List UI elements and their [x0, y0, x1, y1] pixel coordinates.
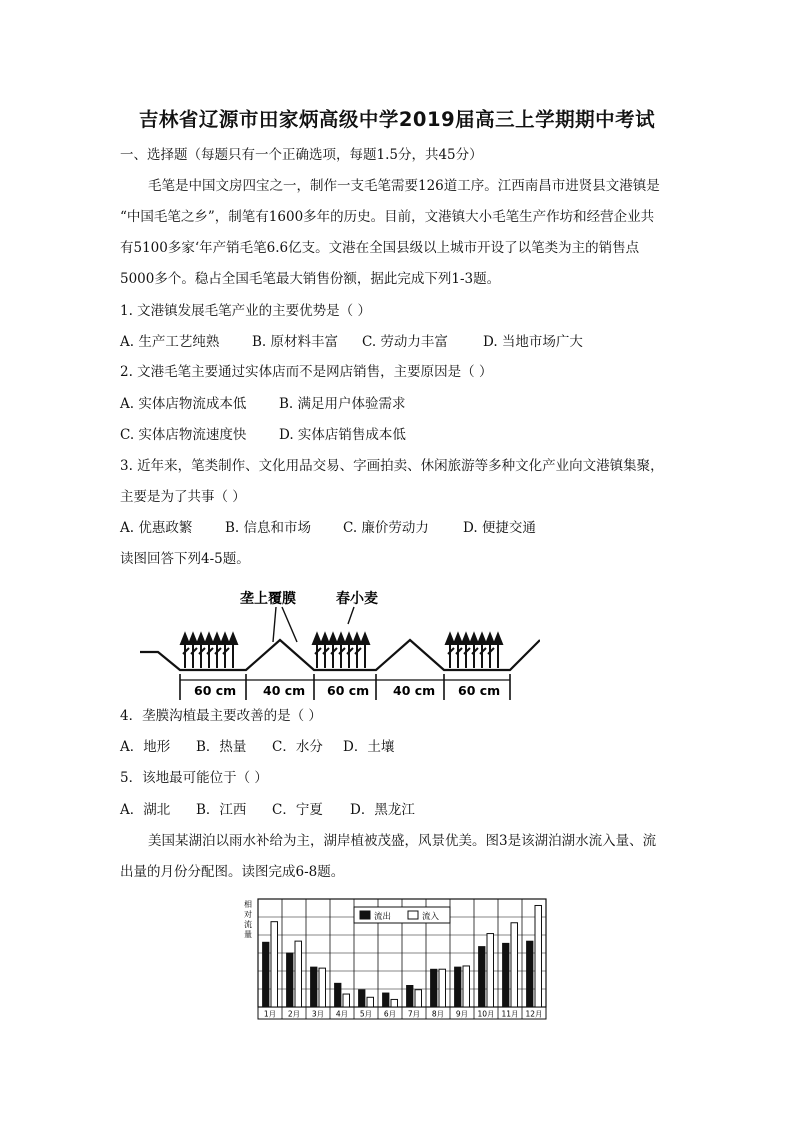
option-a: A．湖北 [120, 802, 171, 818]
width-label: 60 cm [194, 683, 237, 698]
bar-inflow [367, 997, 374, 1007]
option-c: C. 实体店物流速度快 [120, 427, 247, 443]
legend-swatch-inflow [408, 911, 418, 919]
width-label: 40 cm [263, 683, 306, 698]
question-stem: 2. 文港毛笔主要通过实体店而不是网店销售，主要原因是（ ） [120, 364, 493, 380]
y-axis-label-char: 相 [244, 900, 252, 909]
wheat-group-2 [313, 634, 369, 668]
wheat-pointer [348, 607, 354, 624]
option-c: C. 劳动力丰富 [362, 334, 448, 350]
chart-legend [354, 907, 450, 923]
x-tick-label: 9月 [455, 1009, 469, 1019]
lake-flow-chart [240, 895, 552, 1023]
bar-inflow [391, 999, 398, 1007]
ridge-film-diagram [140, 582, 540, 700]
film-pointer-2 [282, 607, 297, 642]
width-label: 60 cm [327, 683, 370, 698]
bar-inflow [319, 968, 326, 1007]
bar-outflow [407, 985, 414, 1007]
option-c: C．宁夏 [272, 802, 323, 818]
x-tick-label: 11月 [501, 1009, 519, 1019]
bar-inflow [511, 923, 518, 1007]
bar-outflow [527, 941, 534, 1007]
bar-inflow [343, 994, 350, 1007]
legend-label-inflow: 流入 [422, 912, 440, 922]
passage-line: 有5100多家‘年产销毛笔6.6亿支。文港在全国县级以上城市开设了以笔类为主的销售点 [120, 240, 640, 256]
x-tick-label: 7月 [407, 1009, 421, 1019]
legend-swatch-outflow [360, 911, 370, 919]
bar-outflow [335, 983, 342, 1007]
width-label: 60 cm [458, 683, 501, 698]
x-tick-label: 4月 [335, 1009, 349, 1019]
label-wheat: 春小麦 [336, 591, 378, 607]
option-c: C．水分 [272, 739, 323, 755]
bar-inflow [271, 922, 278, 1007]
x-tick-label: 3月 [311, 1009, 325, 1019]
passage-line: 美国某湖泊以雨水补给为主，湖岸植被茂盛，风景优美。图3是该湖泊湖水流入量、流 [148, 833, 657, 849]
x-tick-label: 2月 [287, 1009, 301, 1019]
bar-outflow [431, 969, 438, 1007]
legend-label-outflow: 流出 [374, 912, 392, 922]
option-a: A. 生产工艺纯熟 [120, 334, 220, 350]
option-c: C. 廉价劳动力 [343, 520, 429, 536]
option-b: B．热量 [196, 739, 247, 755]
x-tick-label: 1月 [263, 1009, 277, 1019]
bar-inflow [439, 969, 446, 1007]
option-a: A．地形 [120, 739, 171, 755]
option-b: B. 满足用户体验需求 [279, 396, 406, 412]
width-label: 40 cm [393, 683, 436, 698]
passage-line: 出量的月份分配图。读图完成6-8题。 [120, 864, 345, 880]
option-a: A. 优惠政繁 [120, 520, 193, 536]
y-axis-label-char: 量 [244, 930, 252, 939]
bar-outflow [479, 947, 486, 1007]
x-tick-label: 10月 [477, 1009, 495, 1019]
bar-outflow [383, 993, 390, 1007]
wheat-group-1 [181, 634, 237, 668]
option-a: A. 实体店物流成本低 [120, 396, 247, 412]
passage-line: 毛笔是中国文房四宝之一，制作一支毛笔需要126道工序。江西南昌市进贤县文港镇是 [148, 178, 660, 194]
bar-inflow [295, 941, 302, 1007]
bar-inflow [535, 905, 542, 1007]
option-d: D. 便捷交通 [463, 520, 536, 536]
wheat-group-3 [446, 634, 502, 668]
option-d: D. 实体店销售成本低 [279, 427, 406, 443]
option-d: D．土壤 [343, 739, 395, 755]
option-d: D. 当地市场广大 [483, 334, 583, 350]
section-heading: 一、选择题（每题只有一个正确选项，每题1.5分，共45分） [120, 147, 483, 163]
bar-inflow [463, 966, 470, 1007]
x-tick-label: 6月 [383, 1009, 397, 1019]
question-stem: 1. 文港镇发展毛笔产业的主要优势是（ ） [120, 303, 371, 319]
option-b: B. 原材料丰富 [252, 334, 339, 350]
x-tick-label: 8月 [431, 1009, 445, 1019]
question-stem: 4．垄膜沟植最主要改善的是（ ） [120, 708, 322, 724]
option-b: B. 信息和市场 [225, 520, 312, 536]
question-stem: 5．该地最可能位于（ ） [120, 770, 268, 786]
y-axis-label-text [244, 899, 252, 939]
bar-inflow [487, 934, 494, 1007]
bar-inflow [415, 990, 422, 1007]
bar-outflow [503, 943, 510, 1007]
x-tick-label: 12月 [525, 1009, 543, 1019]
bar-outflow [311, 967, 318, 1007]
y-axis-label-char: 流 [244, 920, 252, 929]
label-film: 垄上覆膜 [240, 591, 296, 607]
page-title: 吉林省辽源市田家炳高级中学2019届高三上学期期中考试 [138, 108, 656, 131]
question-stem: 3. 近年来，笔类制作、文化用品交易、字画拍卖、休闲旅游等多种文化产业向文港镇集聚， [120, 458, 664, 474]
question-stem: 主要是为了共事（ ） [120, 489, 246, 505]
passage-line: 5000多个。稳占全国毛笔最大销售份额，据此完成下列1-3题。 [120, 271, 501, 287]
option-b: B．江西 [196, 802, 247, 818]
passage-line: “中国毛笔之乡”，制笔有1600多年的历史。目前，文港镇大小毛笔生产作坊和经营企业共 [120, 209, 655, 225]
option-d: D．黑龙江 [350, 802, 415, 818]
bar-outflow [359, 990, 366, 1007]
bar-outflow [287, 953, 294, 1007]
y-axis-label-char: 对 [244, 910, 252, 919]
bar-outflow [263, 942, 270, 1007]
film-pointer-1 [273, 607, 276, 642]
y-axis-label [244, 899, 252, 939]
bar-outflow [455, 967, 462, 1007]
figure-instruction: 读图回答下列4-5题。 [120, 551, 250, 567]
x-tick-label: 5月 [359, 1009, 373, 1019]
